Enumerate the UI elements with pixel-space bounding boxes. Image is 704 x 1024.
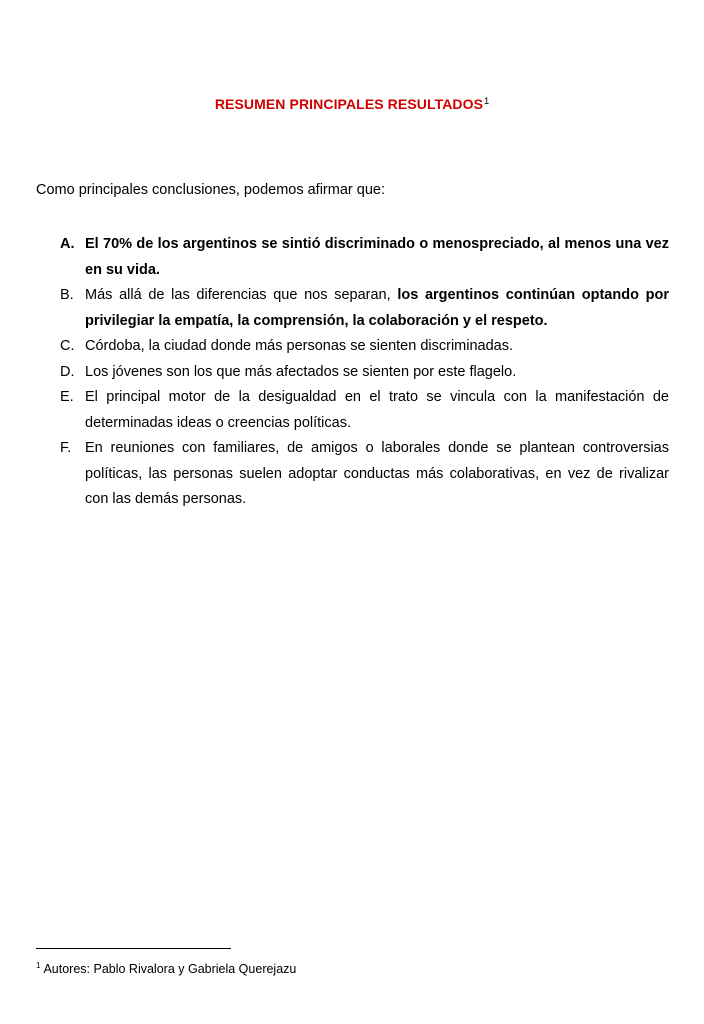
title-text: RESUMEN PRINCIPALES RESULTADOS [214,96,484,112]
item-plain-text: Córdoba, la ciudad donde más personas se sienten discriminadas. [85,338,513,354]
footnote-mark: 1 [36,961,41,970]
footnote-text: Autores: Pablo Rivalora y Gabriela Querejazu [43,962,297,976]
item-plain-text: Los jóvenes son los que más afectados se sienten por este flagelo. [85,363,517,380]
list-marker: F. [60,440,72,456]
list-item-e [36,385,669,436]
intro-paragraph: Como principales conclusiones, podemos afirmar que: [36,182,385,198]
list-marker: A. [60,236,75,252]
item-bold-text: los argentinos continúan optando por privilegiar la empatía, la comprensión, la colaboración y el respeto. [85,287,669,329]
item-bold-text: El 70% de los argentinos se sintió discriminado o menospreciado, al menos una vez en su vida. [85,236,669,278]
conclusions-list [36,232,669,513]
footnote [36,958,296,977]
list-item-d [36,360,669,386]
page-title [0,96,704,112]
list-item-f [36,436,669,513]
list-marker: E. [60,389,74,405]
item-plain-text: El principal motor de la desigualdad en el trato se vincula con la manifestación de determinadas ideas o creencias políticas. [85,389,669,431]
footnote-divider [36,948,231,949]
list-marker: B. [60,287,74,303]
list-item-b [36,283,669,334]
list-item-c [36,334,669,360]
item-plain-text: Más allá de las diferencias que nos separan, [85,287,398,303]
list-item-a [36,232,669,283]
list-marker: D. [60,363,75,380]
item-plain-text: En reuniones con familiares, de amigos o laborales donde se plantean controversias políticas, las personas suelen adoptar conductas más colaborativas, en vez de rivalizar con las demás personas. [85,440,669,507]
title-footnote-mark[interactable]: 1 [484,96,490,106]
list-marker: C. [60,338,75,354]
